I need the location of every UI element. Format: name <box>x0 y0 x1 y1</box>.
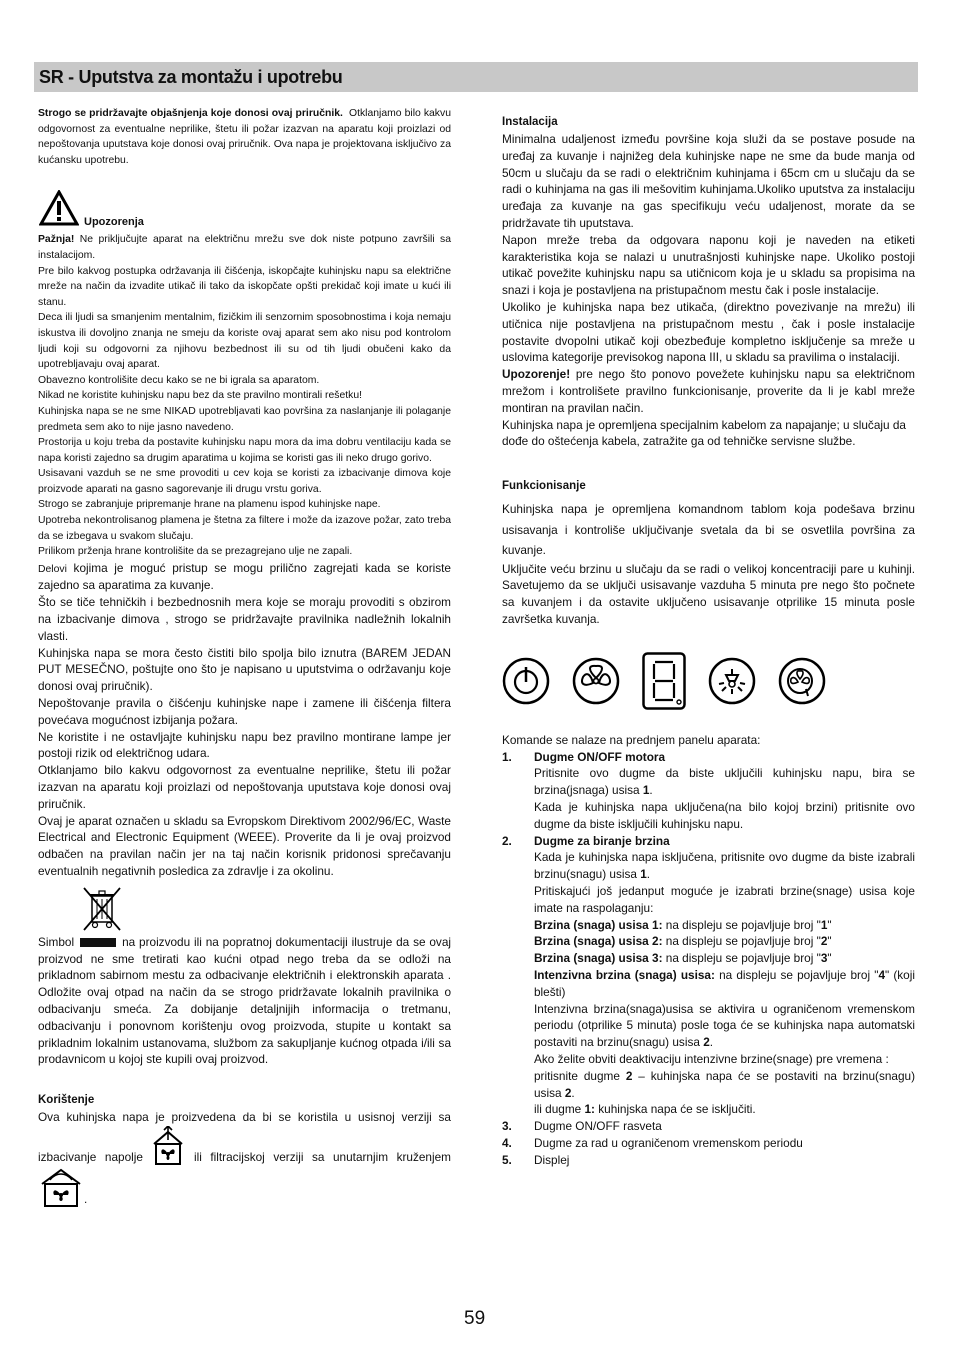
item-number: 3. <box>502 1119 512 1134</box>
use-paragraph <box>38 1109 451 1208</box>
warning-paragraph: Otklanjamo bilo kakvu odgovornost za eventualne neprilike, štetu ili požar izazvan na aparatu koji proizlazi od nepoštovanja uputstava koje donosi ovaj priručnik. <box>38 763 451 811</box>
item-description: Pritiskajući još jedanput moguće je izabrati brzine(snage) usisa koje imate na raspolaganju: <box>534 884 915 915</box>
speed-label: Brzina (snaga) usisa 1: <box>534 917 663 932</box>
quote-mark: " <box>827 951 832 966</box>
speed-text: na displeju se pojavljuje broj " <box>665 934 821 949</box>
left-column <box>38 106 451 1208</box>
commands-list <box>502 749 915 1169</box>
warning-paragraph: Pre bilo kakvog postupka održavanja ili čišćenja, iskopčajte kuhinjsku napu sa električne mreže na način da izvadite utikač ili tako da iskopčate opšti prekidač koji imate u kući ili stanu. <box>38 265 451 308</box>
speed-text: na displeju se pojavljuje broj " <box>665 917 821 932</box>
crossed-bin-icon <box>80 886 124 932</box>
item-title: Dugme za biranje brzina <box>534 833 670 848</box>
timer-fan-icon <box>778 657 826 705</box>
warning-paragraph <box>38 232 451 263</box>
item-description: pritisnite dugme 2 – kuhinjska napa će se postaviti na brzinu(snagu) usisa 2. <box>534 1068 916 1100</box>
speed-line <box>502 967 915 1001</box>
warning-paragraph: Nikad ne koristite kuhinjsku napu bez da ste pravilno montirali rešetku! <box>38 390 363 402</box>
item-text: ili dugme <box>534 1102 582 1117</box>
commands-intro: Komande se nalaze na prednjem panelu aparata: <box>502 732 761 747</box>
attention-label: Pažnja! <box>38 234 75 246</box>
item-number: 2. <box>502 833 512 848</box>
list-item <box>502 1135 915 1152</box>
warning-label: Upozorenje! <box>502 367 571 382</box>
speed-line <box>502 933 915 950</box>
list-item <box>502 1118 915 1135</box>
speed-number: 2 <box>703 1035 710 1050</box>
installation-paragraph: Napon mreže treba da odgovara naponu koji je naveden na etiketi karakteristika koja se nalazi u unutrašnjosti kuhinjske nape. Ukoliko postoji utikač povežite kuhinjsku napu sa utičnicom koja je u skladu sa propisima na snazi i koja je postavljena na pristupačnom mestu čak i posle instalacije. <box>502 232 915 298</box>
black-bar-symbol <box>80 938 116 947</box>
speed-number: 1 <box>820 917 828 932</box>
item-title: Dugme ON/OFF motora <box>534 749 666 764</box>
page-title: SR - Uputstva za montažu i upotrebu <box>39 67 343 87</box>
warning-paragraph: Obavezno kontrolišite decu kako se ne bi igrala sa aparatom. <box>38 374 320 386</box>
section-header <box>34 62 918 92</box>
item-text: Pritisnite ovo dugme da biste uključili kuhinjsku napu, bira se brzina(jsnaga) usisa <box>534 766 915 798</box>
warning-paragraph: Upotreba nekontrolisanog plamena je štetna za filtere i može da izazove požar, zato treba da se izbegava u svakom slučaju. <box>38 515 451 542</box>
quote-mark: " <box>827 934 832 949</box>
warning-title: Upozorenja <box>84 216 144 229</box>
speed-number: 4 <box>878 967 886 982</box>
warning-paragraph: Što se tiče tehničkih i bezbednosnih mera koje se moraju provoditi s obzirom na izbacivanje dimova , strogo se pridržavajte pravilnika nadležnih lokalnih vlasti. <box>38 595 451 643</box>
use-heading: Korištenje <box>38 1094 95 1107</box>
item-title: Displej <box>534 1152 570 1167</box>
use-text: . <box>84 1192 88 1207</box>
warning-paragraph: Deca ili ljudi sa smanjenim mentalnim, fizičkim ili senzornim sposobnostima i koja nemaju iskustva ili dovoljno znanja ne smeju da koriste ovaj aparat sem ako nisu pod kontrolom ljudi koji su odgovorni za njihovu bezbednost ili su od tih ljudi obučeni kako da upotrebljavaju ovaj aparat. <box>38 312 451 371</box>
speed-text: " (koji blešti) <box>534 967 915 999</box>
item-text: Intenzivna brzina(snaga)usisa se aktivira u ograničenom vremenskom periodu (otprilike 5 minuta) posle toga će se kuhinjska napa automatski postaviti na brzinu(snagu) usisa <box>534 1001 915 1050</box>
item-number: 4. <box>502 1135 512 1150</box>
item-title: Dugme ON/OFF rasveta <box>534 1119 662 1134</box>
warning-text: Ne priključujte aparat na električnu mrežu sve dok niste potpuno završili sa instalacijom. <box>38 234 452 261</box>
intro-bold: Strogo se pridržavajte objašnjenja koje donosi ovaj priručnik. <box>38 108 343 119</box>
intro-text: Otklanjamo bilo kakvu odgovornost za eventualne neprilike, štetu ili požar izazvan na aparatu koji proizlazi od nepoštovanja uputstava koje donosi ovaj priručnik. Ova napa je projektovana isključivo za kućansku upotrebu. <box>38 108 451 166</box>
speed-line <box>502 950 915 967</box>
warning-text: Delovi <box>38 563 67 575</box>
speed-text: na displeju se pojavljuje broj " <box>665 951 821 966</box>
speed-number: 2 <box>820 934 828 949</box>
warning-paragraph: Usisavani vazduh se ne sme provoditi u cev koja se koristi za izbacivanje dimova koje proizvode aparati na gasno sagorevanje ili drugu vrstu goriva. <box>38 468 451 495</box>
right-column <box>502 114 915 1169</box>
operation-heading: Funkcionisanje <box>502 480 586 493</box>
use-text: Ova kuhinjska napa je proizvedena da bi se koristila u usisnoj verziji sa izbacivanje napolje <box>38 1110 451 1165</box>
speed-number: 1: <box>584 1102 595 1117</box>
speed-number: 3 <box>820 951 828 966</box>
warning-paragraph: Kuhinjska napa se ne sme NIKAD upotrebljavati kao površina za naslanjanje ili polaganje predmeta sem ako to nije jasno navedeno. <box>38 405 451 433</box>
item-title: Dugme za rad u ograničenom vremenskom periodu <box>534 1135 803 1150</box>
speed-number: 2 <box>625 1068 633 1083</box>
item-description <box>502 1101 915 1118</box>
ducted-hood-house-icon <box>151 1126 185 1166</box>
speed-number: 2 <box>564 1085 572 1100</box>
operation-paragraph: Uključite veću brzinu u slučaju da se radi o velikoj koncentraciji pare u kuhinji. Savetujemo da se uključi usisavanje vazduha 5 minuta pre nego što počnete sa kuvanjem i da ostavite uključeno usisavanje otprilike 15 minuta posle završetka kuvanja. <box>502 561 915 627</box>
symbol-paragraph <box>38 934 451 1068</box>
use-text: ili filtracijskoj verziji sa unutarnjim kruženjem <box>194 1150 451 1165</box>
list-item <box>502 749 915 766</box>
symbol-word: Simbol <box>38 934 75 949</box>
warning-paragraph: Prilikom prženja hrane kontrolišite da se prezagrejano ulje ne zapali. <box>38 546 353 558</box>
item-number: 1. <box>502 749 512 764</box>
power-icon <box>502 657 550 705</box>
light-icon <box>708 657 756 705</box>
warning-paragraph <box>38 560 451 594</box>
control-panel-icons <box>502 652 915 710</box>
item-number: 5. <box>502 1152 512 1167</box>
warning-paragraph: Prostorija u koju treba da postavite kuhinjsku napu mora da ima dobru ventilaciju kada se napa koristi zajedno sa drugim aparatima u kojima se koristi gas ili neko drugo gorivo. <box>38 437 451 464</box>
installation-text: pre nego što ponovo povežete kuhinjsku napu sa električnom mrežom i kontrolišete pravilno funkcionisanje, proverite da li je kabl mreže montiran na pravilan način. <box>502 367 915 415</box>
item-description: Kada je kuhinjska napa uključena(na bilo kojoj brzini) pritisnite ovo dugme da biste isključili kuhinjsku napu. <box>534 800 915 831</box>
warning-paragraph: Strogo se zabranjuje pripremanje hrane na plamenu ispod kuhinjske nape. <box>38 499 381 511</box>
warning-triangle-icon <box>39 190 79 226</box>
warning-paragraph: Nepoštovanje pravila o čišćenju kuhinjske nape i zamene ili čišćenja filtera povećava mogućnost izbijanja požara. <box>38 696 451 727</box>
speed-label: Brzina (snaga) usisa 2: <box>534 934 663 949</box>
list-item <box>502 1152 915 1169</box>
item-description: Pritisnite ovo dugme da biste uključili kuhinjsku napu, bira se brzina(jsnaga) usisa 1. <box>534 766 915 798</box>
recirculating-hood-house-icon <box>38 1166 84 1208</box>
item-text: pritisnite dugme <box>534 1068 620 1083</box>
speed-text: na displeju se pojavljuje broj " <box>719 967 879 982</box>
item-description: Kada je kuhinjska napa isključena, pritisnite ovo dugme da biste izabrali brzinu(snagu) usisa 1. <box>534 850 915 882</box>
list-item <box>502 833 915 850</box>
item-text: – kuhinjska napa će se postaviti na brzinu(snagu) usisa <box>534 1068 916 1100</box>
speed-line <box>502 917 915 934</box>
item-description: Intenzivna brzina(snaga)usisa se aktivira u ograničenom vremenskom periodu (otprilike 5 minuta) posle toga će se kuhinjska napa automatski postaviti na brzinu(snagu) usisa 2. <box>534 1001 915 1050</box>
page-number: 59 <box>464 1308 486 1329</box>
item-text: Kada je kuhinjska napa isključena, pritisnite ovo dugme da biste izabrali brzinu(snagu) usisa <box>534 850 915 882</box>
item-description: Ako želite obviti deaktivaciju intenzivne brzine(snage) pre vremena : <box>534 1051 889 1066</box>
weee-paragraph: Ovaj je aparat označen u skladu sa Evropskom Direktivom 2002/96/EC, Waste Electrical and Electronic Equipment (WEEE). Proverite da li je ovaj proizvod odbačen na pravilan način jer na taj način korisnik pridonosi sprečavanju eventualnih negativnih posledica za zdravlje i za okolinu. <box>38 813 451 878</box>
installation-paragraph: Minimalna udaljenost između površine koja služi da se postave posude na uređaj za kuvanje i najnižeg dela kuhinjske nape ne sme da bude manja od 50cm u slučaju da se radi o električnim kuhinjama i 65cm cm u slučaju da se radi o kuhinjama na gas ili mešovitim kuhinjama.Ukoliko uputstva za instalaciju uređaja za kuvanje na gas specifikuju veću udaljenost, morate da se pridržavate tih uputstava. <box>502 132 915 230</box>
speed-number: 1 <box>642 783 650 798</box>
speed-label: Brzina (snaga) usisa 3: <box>534 951 663 966</box>
fan-icon <box>572 657 620 705</box>
warning-heading <box>38 188 451 232</box>
weee-symbol <box>80 886 451 934</box>
installation-heading: Instalacija <box>502 116 558 128</box>
warning-paragraph: Ne koristite i ne ostavljajte kuhinjsku napu bez pravilno montirane lampe jer postoji rizik od električnog udara. <box>38 729 451 761</box>
symbol-text: na proizvodu ili na popratnoj dokumentaciji ilustruje da se ovaj proizvod ne sme tretirati kao kućni otpad nego treba da se odloži na prikladnom sabirnom mestu za odbacivanje električnih i elektronskih aparata . Odložite ovaj otpad na način da se strogo pridržavate lokalnih pravilnika o odbacivanju smeća. Za dobijanje detaljnijih informacija o tretmanu, odbacivanju i ponovnom korištenju ovog proizvoda, stupite u kontakt sa prikladnim lokalnim ustanovama, službom za sakupljanje kućnog otpada i/ili sa prodavnicom u kojoj ste kupili ovaj proizvod. <box>38 934 451 1067</box>
item-text: kuhinjska napa će se isključiti. <box>598 1102 756 1117</box>
intro-paragraph <box>38 106 451 168</box>
digit-display-icon <box>642 652 686 710</box>
installation-paragraph: Ukoliko je kuhinjska napa bez utikača, (direktno povezivanje na mrežu) ili utičnica nije postavljena na pristupačnom mestu , čak i posle instalacije postavite dvopolni utikač koji obezbeđuje kompletno isključenje sa mreže u uslovima kategorije previsokog napona III, u skladu sa pravilima o instalaciji. <box>502 299 915 365</box>
speed-number: 1 <box>640 867 647 882</box>
warning-text: kojima je moguć pristup se mogu prilično zagrejati kada se koriste zajedno sa aparatima za kuvanje. <box>38 560 451 593</box>
quote-mark: " <box>827 917 832 932</box>
speed-label: Intenzivna brzina (snaga) usisa: <box>534 967 715 982</box>
installation-paragraph: Kuhinjska napa je opremljena specijalnim kabelom za napajanje; u slučaju da dođe do oštećenja kabela, zatražite ga od tehničke servisne službe. <box>502 417 906 449</box>
installation-paragraph <box>502 366 915 416</box>
warning-paragraph: Kuhinjska napa se mora često čistiti bilo spolja bilo iznutra (BAREM JEDAN PUT MESEČNO, poštujte ono što je napisano u uputstvima o održavanju koje donosi ovaj priručnik). <box>38 645 451 694</box>
operation-paragraph: Kuhinjska napa je opremljena komandnom tablom koja podešava brzinu usisavanja i kontroliše uključivanje svetala da bi se osvetlila površina za kuvanje. <box>502 502 915 558</box>
